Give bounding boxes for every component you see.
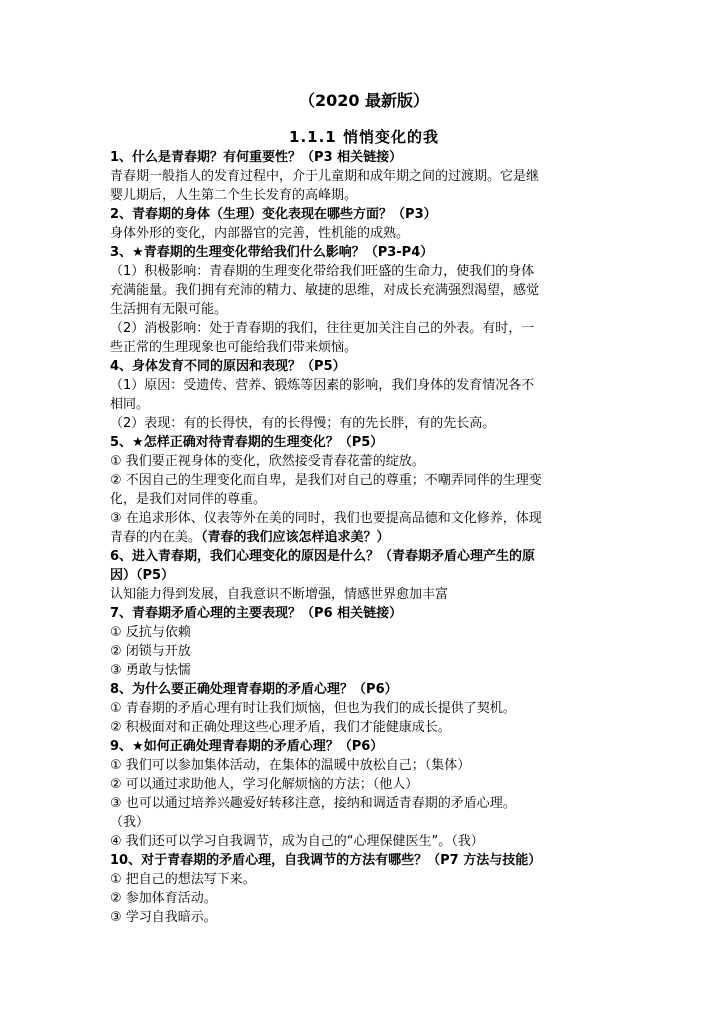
answer-line: 相同。	[110, 397, 150, 412]
question-line: 6、进入青春期，我们心理变化的原因是什么？（青春期矛盾心理产生的原	[110, 549, 536, 564]
question-line: 因）（P5）	[110, 568, 175, 583]
answer-line: 些正常的生理现象也可能给我们带来烦恼。	[110, 340, 358, 355]
answer-line: ① 青春期的矛盾心理有时让我们烦恼，但也为我们的成长提供了契机。	[110, 701, 516, 716]
answer-line: ② 不因自己的生理变化而自卑，是我们对自己的尊重；不嘲弄同伴的生理变	[110, 473, 542, 488]
answer-line: ① 把自己的想法写下来。	[110, 872, 256, 887]
answer-line: ③ 学习自我暗示。	[110, 910, 217, 925]
answer-line: ① 我们要正视身体的变化，欣然接受青春花蕾的绽放。	[110, 454, 425, 469]
question-line: 2、青春期的身体（生理）变化表现在哪些方面？（P3）	[110, 207, 437, 222]
answer-line: ② 可以通过求助他人，学习化解烦恼的方法；（他人）	[110, 777, 419, 792]
answer-line: ① 反抗与依赖	[110, 625, 191, 640]
question-line: 10、对于青春期的矛盾心理，自我调节的方法有哪些？（P7 方法与技能）	[110, 853, 542, 868]
question-line: 8、为什么要正确处理青春期的矛盾心理？（P6）	[110, 682, 398, 697]
question-line: 9、★如何正确处理青春期的矛盾心理？（P6）	[110, 739, 384, 754]
answer-line: ② 参加体育活动。	[110, 891, 217, 906]
answer-line: （我）	[110, 815, 150, 830]
answer-line: （2）表现：有的长得快，有的长得慢；有的先长胖，有的先长高。	[110, 416, 496, 431]
answer-line: 充满能量。我们拥有充沛的精力、敏捷的思维，对成长充满强烈渴望，感觉	[110, 283, 540, 298]
answer-line: 生活拥有无限可能。	[110, 302, 228, 317]
question-line: 1、什么是青春期？有何重要性？（P3 相关链接）	[110, 150, 403, 165]
answer-text: 青春的内在美。	[110, 530, 202, 545]
answer-line: 青春期一般指人的发育过程中，介于儿童期和成年期之间的过渡期。它是继	[110, 169, 540, 184]
answer-line: （2）消极影响：处于青春期的我们，往往更加关注自己的外表。有时，一	[110, 321, 535, 336]
answer-line: 婴儿期后，人生第二个生长发育的高峰期。	[110, 188, 358, 203]
question-line: 4、身体发育不同的原因和表现？（P5）	[110, 359, 346, 374]
question-line: 5、★怎样正确对待青春期的生理变化？（P5）	[110, 435, 384, 450]
answer-line: ④ 我们还可以学习自我调节，成为自己的“心理保健医生”。（我）	[110, 834, 484, 849]
question-line: 7、青春期矛盾心理的主要表现？（P6 相关链接）	[110, 606, 403, 621]
answer-line: 认知能力得到发展，自我意识不断增强，情感世界愈加丰富	[110, 587, 449, 602]
answer-line: （1）积极影响：青春期的生理变化带给我们旺盛的生命力，使我们的身体	[110, 264, 535, 279]
answer-line: ② 积极面对和正确处理这些心理矛盾，我们才能健康成长。	[110, 720, 451, 735]
answer-line: ① 我们可以参加集体活动，在集体的温暖中放松自己；（集体）	[110, 758, 471, 773]
answer-line: 化，是我们对同伴的尊重。	[110, 492, 267, 507]
section-title: 1.1.1 悄悄变化的我	[289, 128, 439, 146]
document-body	[110, 148, 618, 927]
question-note: （青春的我们应该怎样追求美？）	[201, 530, 390, 545]
answer-line	[110, 528, 618, 547]
edition-label: （2020 最新版）	[298, 91, 430, 110]
answer-line: ③ 勇敢与怯懦	[110, 663, 191, 678]
answer-line: ② 闭锁与开放	[110, 644, 191, 659]
document-page	[110, 88, 618, 927]
question-line: 3、★青春期的生理变化带给我们什么影响？（P3-P4）	[110, 245, 434, 260]
answer-line: ③ 也可以通过培养兴趣爱好转移注意，接纳和调适青春期的矛盾心理。	[110, 796, 516, 811]
answer-line: ③ 在追求形体、仪表等外在美的同时，我们也要提高品德和文化修养，体现	[110, 511, 542, 526]
answer-line: （1）原因：受遗传、营养、锻炼等因素的影响，我们身体的发育情况各不	[110, 378, 535, 393]
answer-line: 身体外形的变化，内部器官的完善，性机能的成熟。	[110, 226, 410, 241]
